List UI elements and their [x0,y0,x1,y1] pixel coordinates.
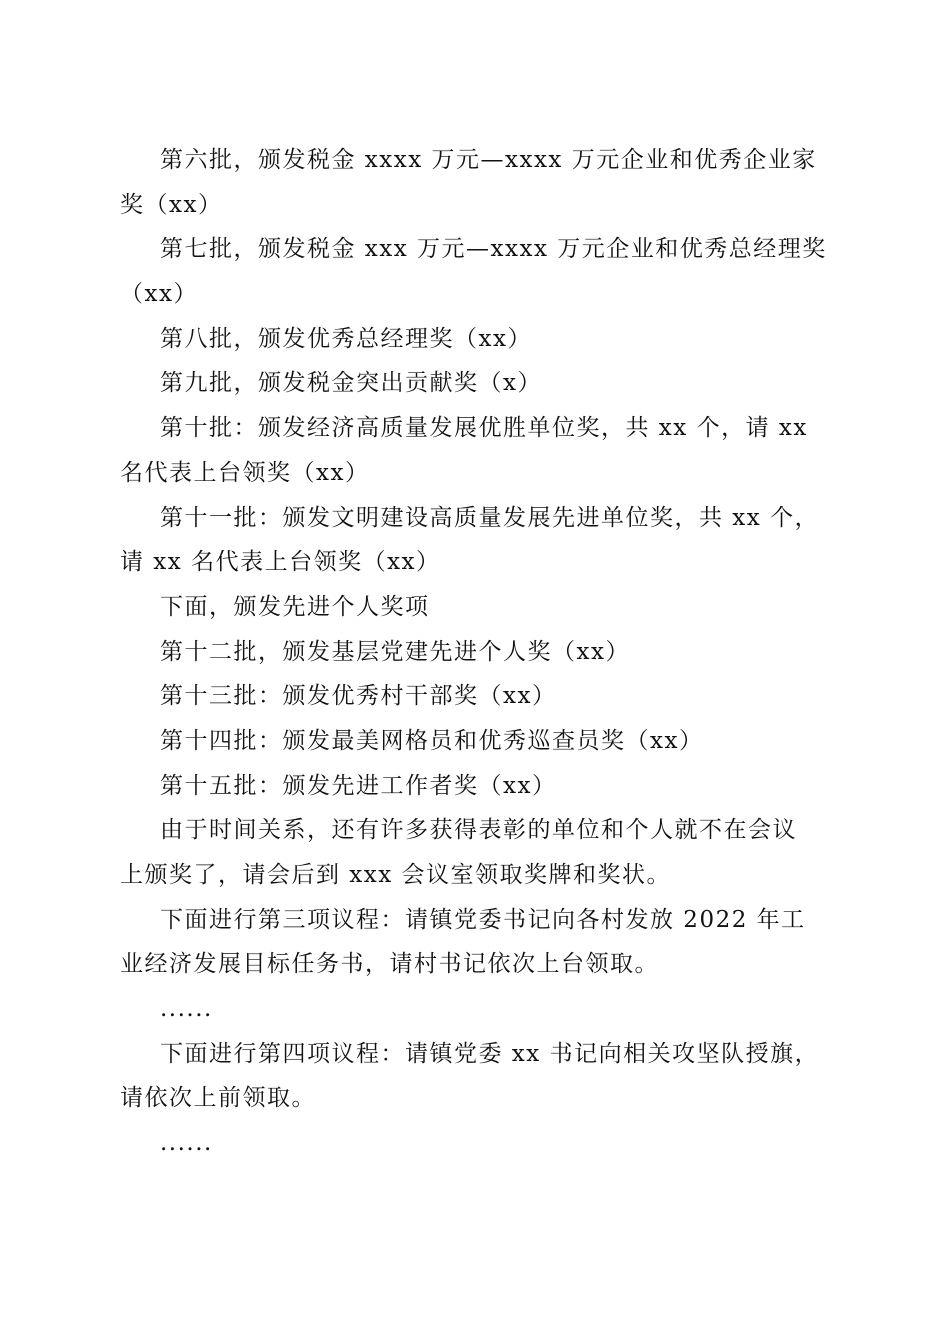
text-line: 第十四批：颁发最美网格员和优秀巡查员奖（xx） [160,727,704,754]
text-line: ...... [160,996,213,1023]
text-line: 请 xx 名代表上台领奖（xx） [120,549,441,576]
text-line: 第十二批，颁发基层党建先进个人奖（xx） [160,638,630,665]
text-line: 上颁奖了，请会后到 xxx 会议室领取奖牌和奖状。 [120,862,672,888]
text-line: 下面进行第四项议程：请镇党委 xx 书记向相关攻坚队授旗， [160,1040,820,1067]
document-page [120,138,835,1166]
text-line: （xx） [120,281,198,308]
text-line: 下面，颁发先进个人奖项 [160,593,430,620]
text-line: 第七批，颁发税金 xxx 万元—xxxx 万元企业和优秀总经理奖 [160,236,827,263]
text-line: 第十批：颁发经济高质量发展优胜单位奖，共 xx 个，请 xx [160,415,808,442]
text-line: 第八批，颁发优秀总经理奖（xx） [160,325,532,352]
text-line: 名代表上台领奖（xx） [120,459,370,486]
text-line: 下面进行第三项议程：请镇党委书记向各村发放 2022 年工 [160,906,806,933]
text-line: 请依次上前领取。 [120,1085,316,1112]
text-line: ...... [160,1130,213,1157]
text-line: 由于时间关系，还有许多获得表彰的单位和个人就不在会议 [160,817,797,844]
text-line: 第九批，颁发税金突出贡献奖（x） [160,370,542,397]
text-line: 第十三批：颁发优秀村干部奖（xx） [160,683,557,710]
text-line: 奖（xx） [120,191,223,218]
text-line: 第十一批：颁发文明建设高质量发展先进单位奖，共 xx 个， [160,504,820,531]
text-line: 第六批，颁发税金 xxxx 万元—xxxx 万元企业和优秀企业家 [160,147,817,173]
text-line: 第十五批：颁发先进工作者奖（xx） [160,772,557,799]
text-line: 业经济发展目标任务书，请村书记依次上台领取。 [120,951,659,978]
